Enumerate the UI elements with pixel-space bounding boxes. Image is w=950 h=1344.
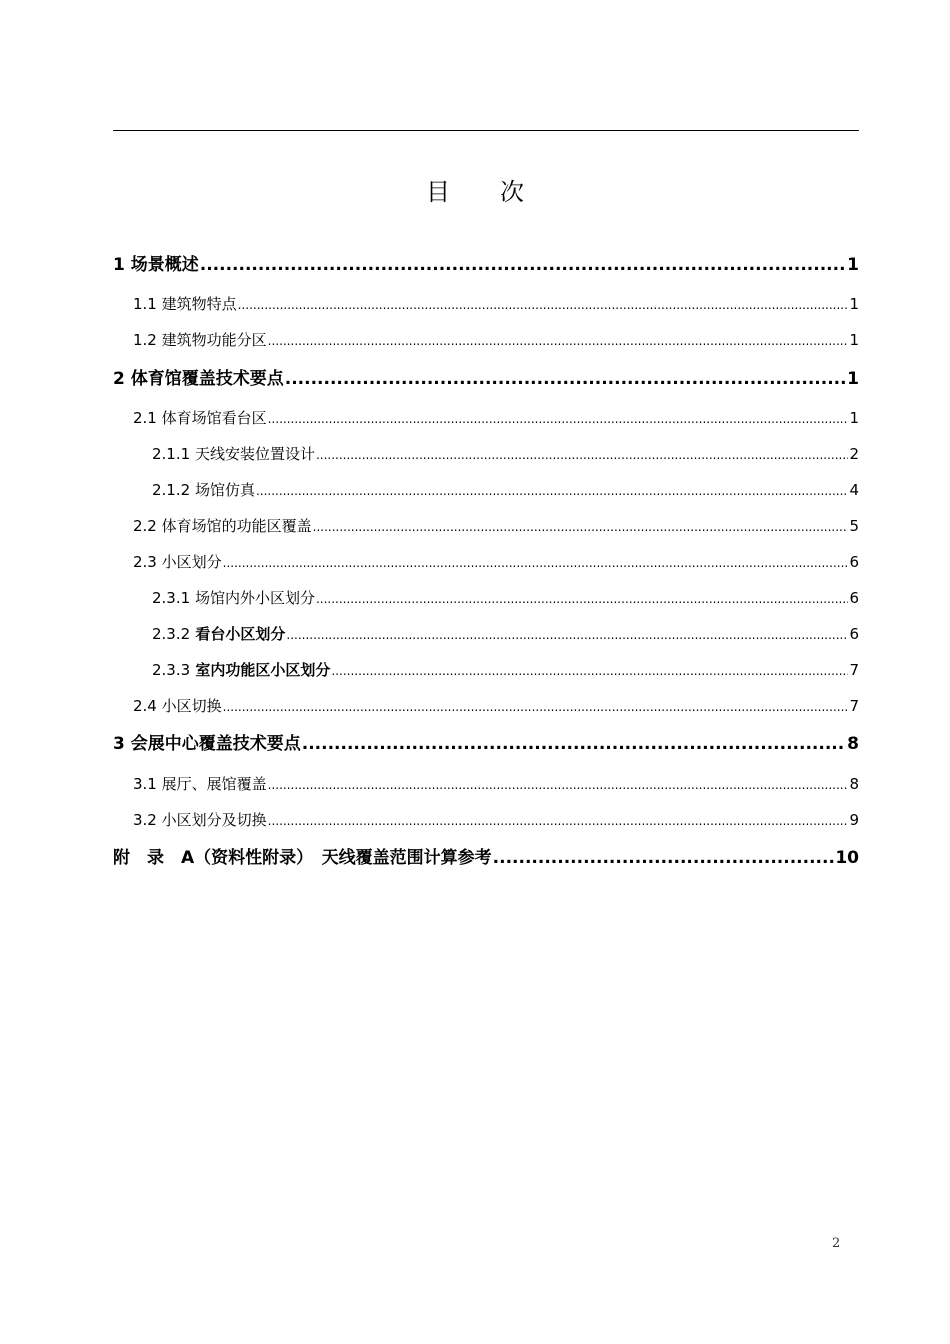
toc-entry-1[interactable] [113,253,859,277]
toc-entry-2-3-3[interactable] [113,659,859,682]
toc-entry-label [152,623,285,645]
toc-entry-page: 8 [849,775,859,793]
toc-entry-label [152,479,255,501]
toc-leader-dots [223,696,849,718]
toc-entry-label [152,659,330,681]
toc-entry-page: 4 [849,481,859,499]
toc-entry-2-2[interactable] [113,515,859,538]
toc-entry-text: 室内功能区小区划分 [195,661,331,679]
toc-leader-dots [268,408,849,430]
toc-entry-label: 2.3 小区划分 [133,553,222,571]
toc-entry-page: 1 [849,409,859,427]
toc-entry-number: 2.1.2 [152,481,191,499]
toc-entry-number: 2.3.2 [152,625,191,643]
toc-entry-label [152,443,315,465]
toc-leader-dots [316,588,848,610]
toc-entry-page: 2 [849,445,859,463]
toc-entry-page: 5 [849,517,859,535]
toc-entry-text: 看台小区划分 [195,625,286,643]
toc-entry-1-1[interactable] [113,293,859,316]
toc-entry-page: 1 [847,369,859,389]
toc-entry-label: 3.2 小区划分及切换 [133,811,267,829]
toc-entry-page: 6 [849,553,859,571]
toc-leader-dots [313,516,849,538]
toc-entry-label: 1.2 建筑物功能分区 [133,331,267,349]
toc-entry-label: 2.2 体育场馆的功能区覆盖 [133,517,312,535]
toc-entry-text: 天线安装位置设计 [194,445,315,463]
toc-entry-2-3-1[interactable] [113,587,859,610]
toc-entry-number: 2.3.1 [152,589,191,607]
toc-entry-page: 10 [835,848,859,868]
toc-entry-label: 3.1 展厅、展馆覆盖 [133,775,267,793]
toc-entry-label: 3 会展中心覆盖技术要点 [113,734,301,754]
toc-entry-label: 1 场景概述 [113,255,199,275]
toc-entry-number: 2.3.3 [152,661,191,679]
toc-entry-1-2[interactable] [113,329,859,352]
toc-leader-dots [223,552,849,574]
toc-entry-text: 场馆仿真 [194,481,255,499]
toc-leader-dots [268,330,849,352]
toc-entry-2-1[interactable] [113,407,859,430]
toc-leader-dots [200,253,846,277]
toc-entry-3[interactable] [113,732,859,756]
toc-entry-page: 7 [849,697,859,715]
toc-leader-dots [302,732,846,756]
toc-leader-dots [316,444,848,466]
toc-leader-dots [493,846,835,870]
toc-entry-2-1-2[interactable] [113,479,859,502]
toc-entry-2-3-2[interactable] [113,623,859,646]
toc-entry-label: 2.4 小区切换 [133,697,222,715]
toc-leader-dots [268,774,849,796]
header-rule [113,130,859,131]
toc-entry-text: 场馆内外小区划分 [194,589,315,607]
toc-entry-page: 1 [847,255,859,275]
toc-entry-number: 2.1.1 [152,445,191,463]
toc-entry-page: 8 [847,734,859,754]
toc-entry-appendix-a[interactable] [113,846,859,870]
toc-entry-label [152,587,315,609]
toc-entry-page: 6 [849,589,859,607]
toc-leader-dots [285,367,846,391]
toc-entry-2[interactable] [113,367,859,391]
toc-entry-2-1-1[interactable] [113,443,859,466]
toc-leader-dots [256,480,848,502]
page-number: 2 [832,1236,841,1251]
toc-entry-label: 2.1 体育场馆看台区 [133,409,267,427]
toc-entry-2-3[interactable] [113,551,859,574]
toc-entry-page: 9 [849,811,859,829]
toc-entry-2-4[interactable] [113,695,859,718]
toc-entry-label: 附 录 A（资料性附录） 天线覆盖范围计算参考 [113,848,492,868]
toc-title: 目次 [426,178,574,206]
toc-entry-3-2[interactable] [113,809,859,832]
toc-leader-dots [238,294,849,316]
toc-leader-dots [286,624,848,646]
toc-entry-label: 2 体育馆覆盖技术要点 [113,369,284,389]
toc-leader-dots [268,810,849,832]
toc-entry-page: 6 [849,625,859,643]
toc-entry-page: 7 [849,661,859,679]
toc-entry-page: 1 [849,331,859,349]
toc-leader-dots [331,660,848,682]
toc-entry-3-1[interactable] [113,773,859,796]
toc-entry-label: 1.1 建筑物特点 [133,295,237,313]
toc-entry-page: 1 [849,295,859,313]
